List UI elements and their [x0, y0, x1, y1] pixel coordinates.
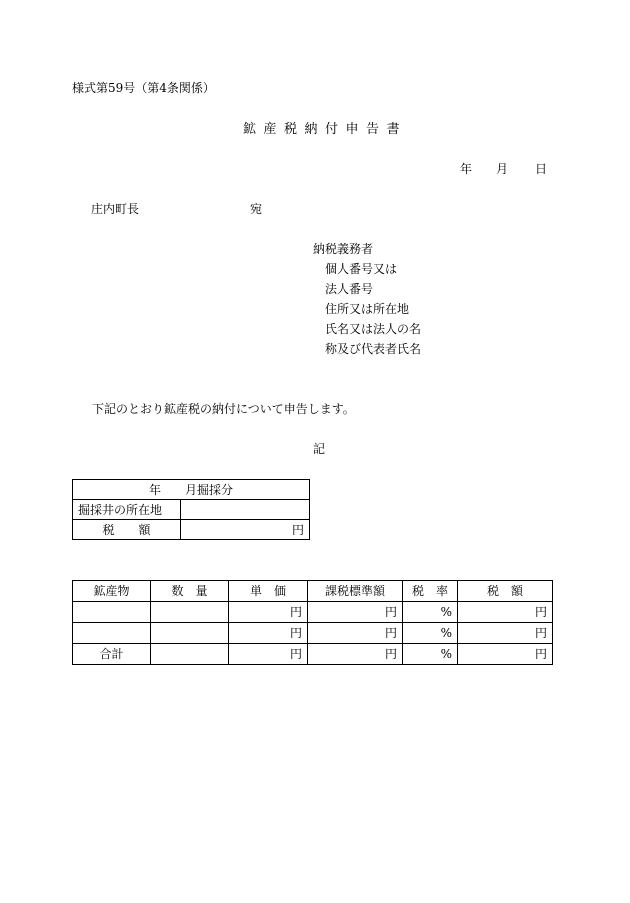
date-year-label: 年	[460, 162, 473, 176]
tax-base-cell[interactable]: 円	[308, 623, 403, 644]
header-unit-price: 単 価	[229, 581, 308, 602]
addressee-name: 庄内町長	[91, 202, 140, 216]
tax-label: 税 額	[73, 520, 181, 540]
header-quantity: 数 量	[151, 581, 229, 602]
taxpayer-block	[313, 243, 421, 363]
mineral-cell[interactable]	[73, 623, 151, 644]
total-tax-base-cell[interactable]: 円	[308, 644, 403, 665]
unit-price-cell[interactable]: 円	[229, 623, 308, 644]
table-row	[73, 623, 553, 644]
tax-base-cell[interactable]: 円	[308, 602, 403, 623]
table-header-row	[73, 581, 553, 602]
header-mineral: 鉱産物	[73, 581, 151, 602]
tax-amount-cell[interactable]: 円	[458, 623, 553, 644]
location-label: 掘採井の所在地	[73, 500, 181, 520]
table-total-row	[73, 644, 553, 665]
taxpayer-line-name-2: 称及び代表者氏名	[325, 342, 422, 356]
total-tax-amount-cell[interactable]: 円	[458, 644, 553, 665]
taxpayer-line-id-number-2: 法人番号	[325, 282, 374, 296]
unit-price-cell[interactable]: 円	[229, 602, 308, 623]
form-number: 様式第59号（第4条関係）	[72, 81, 215, 95]
page-title: 鉱産税納付申告書	[243, 122, 408, 137]
tax-rate-cell[interactable]: %	[403, 602, 458, 623]
addressee-suffix: 宛	[250, 202, 263, 216]
table-row	[73, 480, 310, 500]
tax-amount-cell[interactable]: 円	[458, 602, 553, 623]
taxpayer-line-name-1: 氏名又は法人の名	[325, 322, 422, 336]
quantity-cell[interactable]	[151, 602, 229, 623]
info-table	[72, 479, 310, 540]
location-input[interactable]	[181, 500, 310, 520]
total-quantity-cell[interactable]	[151, 644, 229, 665]
table-row	[73, 500, 310, 520]
tax-amount-input[interactable]: 円	[181, 520, 310, 540]
mineral-cell[interactable]	[73, 602, 151, 623]
date-day-label: 日	[535, 162, 548, 176]
header-tax-amount: 税 額	[458, 581, 553, 602]
table-row	[73, 520, 310, 540]
taxpayer-line-id-number-1: 個人番号又は	[325, 262, 398, 276]
total-unit-price-cell[interactable]: 円	[229, 644, 308, 665]
table-row	[73, 602, 553, 623]
declaration-statement: 下記のとおり鉱産税の納付について申告します。	[92, 402, 355, 416]
header-tax-base: 課税標準額	[308, 581, 403, 602]
tax-rate-cell[interactable]: %	[403, 623, 458, 644]
date-month-label: 月	[496, 162, 509, 176]
period-cell: 年 月掘採分	[73, 480, 310, 500]
ki-heading: 記	[313, 442, 326, 456]
taxpayer-line-address: 住所又は所在地	[325, 302, 410, 316]
taxpayer-heading: 納税義務者	[313, 242, 374, 256]
detail-table	[72, 580, 553, 665]
total-label: 合計	[73, 644, 151, 665]
total-tax-rate-cell[interactable]: %	[403, 644, 458, 665]
quantity-cell[interactable]	[151, 623, 229, 644]
header-tax-rate: 税 率	[403, 581, 458, 602]
